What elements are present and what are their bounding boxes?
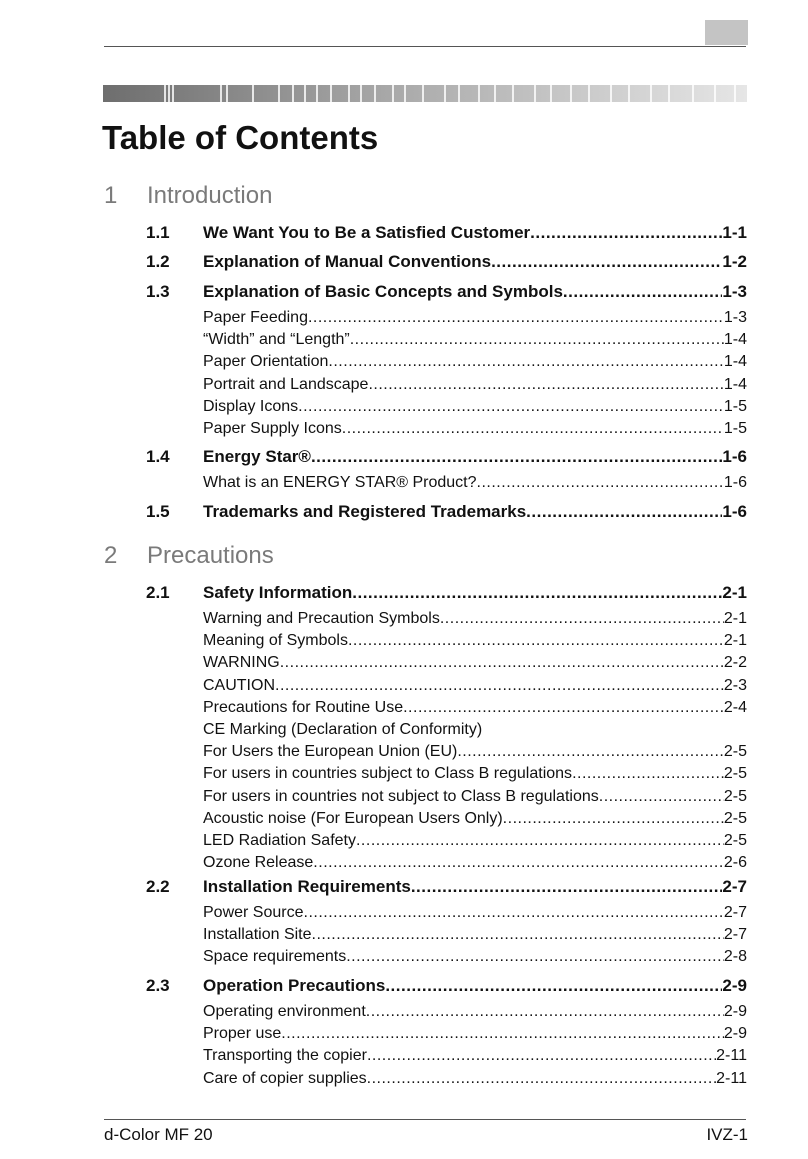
subsection-page-number: 2-6 (723, 854, 747, 872)
section-page-number: 1-6 (722, 447, 747, 466)
toc-subsection-entry[interactable] (146, 808, 747, 829)
section-title: Energy Star® (203, 447, 311, 466)
toc-subsection-entry[interactable] (146, 418, 747, 439)
section-page-number: 1-6 (722, 502, 747, 521)
toc-subsection-entry[interactable] (146, 697, 747, 718)
subsection-title: Display Icons (203, 397, 299, 415)
subsection-title: “Width” and “Length” (203, 331, 350, 349)
dot-leader (503, 808, 724, 829)
footer-product: d-Color MF 20 (104, 1125, 213, 1144)
toc-subsection-entry[interactable] (146, 719, 747, 740)
toc-subsection-entry[interactable] (146, 472, 747, 493)
subsection-page-number: 2-2 (723, 654, 747, 672)
toc-subsection-entry[interactable] (146, 946, 747, 967)
subsection-page-number: 2-5 (723, 809, 747, 827)
subsection-title: Paper Orientation (203, 353, 329, 371)
subsection-title: CE Marking (Declaration of Conformity) (203, 721, 483, 738)
subsection-page-number: 2-5 (723, 787, 747, 805)
section-number: 1.5 (146, 502, 170, 521)
subsection-page-number: 2-3 (723, 676, 747, 694)
subsection-title: For users in countries subject to Class B regulations (203, 765, 573, 783)
subsection-page-number: 2-11 (716, 1047, 747, 1065)
subsection-page-number: 1-4 (723, 375, 747, 393)
chapter-number: 1 (104, 182, 118, 209)
section-title: Installation Requirements (203, 877, 411, 896)
dot-leader (403, 697, 724, 718)
dot-leader (563, 281, 723, 303)
subsection-page-number: 2-7 (723, 904, 747, 921)
toc-section-entry[interactable] (146, 446, 747, 468)
toc-section-entry[interactable] (146, 501, 747, 523)
toc-subsection-entry[interactable] (146, 329, 747, 350)
dot-leader (367, 1045, 716, 1066)
dot-leader (346, 946, 724, 967)
toc-section-entry[interactable] (146, 281, 747, 303)
subsection-title: Paper Supply Icons (203, 420, 342, 437)
page-title: Table of Contents (102, 119, 379, 156)
toc-subsection-entry[interactable] (146, 1045, 747, 1066)
dot-leader (352, 582, 722, 604)
subsection-title: Paper Feeding (203, 309, 308, 326)
section-number: 1.3 (146, 282, 170, 301)
dot-leader (328, 351, 723, 372)
section-number: 2.3 (146, 976, 170, 995)
dot-leader (313, 852, 724, 873)
section-page-number: 1-3 (722, 282, 747, 301)
subsection-title: Operating environment (203, 1003, 366, 1020)
subsection-title: WARNING (203, 654, 280, 672)
toc-subsection-entry[interactable] (146, 630, 747, 651)
toc-subsection-entry[interactable] (146, 830, 747, 851)
section-page-number: 1-2 (722, 252, 747, 271)
subsection-title: What is an ENERGY STAR® Product? (203, 474, 477, 491)
dot-leader (275, 675, 724, 696)
section-page-number: 2-1 (722, 583, 747, 602)
toc-subsection-entry[interactable] (146, 396, 747, 417)
toc-section-entry[interactable] (146, 876, 747, 898)
subsection-title: For Users the European Union (EU) (203, 743, 458, 761)
dot-leader (457, 741, 724, 762)
dot-leader (298, 396, 724, 417)
toc-subsection-entry[interactable] (146, 351, 747, 372)
toc-section-entry[interactable] (146, 222, 747, 244)
subsection-page-number: 2-8 (723, 948, 747, 966)
subsection-title: For users in countries not subject to Class B regulations (203, 787, 599, 805)
subsection-page-number: 1-5 (723, 420, 747, 437)
dot-leader (280, 652, 724, 673)
subsection-title: Space requirements (203, 948, 347, 966)
chapter-title: Introduction (147, 182, 273, 209)
section-number: 1.1 (146, 223, 170, 242)
subsection-page-number: 1-6 (723, 474, 747, 491)
toc-section-entry[interactable] (146, 582, 747, 604)
toc-subsection-entry[interactable] (146, 652, 747, 673)
footer-page-number: IVZ-1 (706, 1125, 748, 1144)
dot-leader (385, 975, 722, 997)
toc-subsection-entry[interactable] (146, 675, 747, 696)
section-page-number: 2-7 (722, 877, 747, 896)
section-title: Explanation of Manual Conventions (203, 252, 492, 271)
header-rule (104, 46, 746, 47)
dot-leader (599, 786, 724, 807)
toc-subsection-entry[interactable] (146, 763, 747, 784)
subsection-page-number: 2-1 (723, 632, 747, 650)
dot-leader (477, 472, 724, 493)
toc-subsection-entry[interactable] (146, 307, 747, 328)
dot-leader (368, 374, 723, 395)
subsection-page-number: 2-5 (723, 765, 747, 783)
subsection-page-number: 1-4 (723, 331, 747, 349)
toc-section-entry[interactable] (146, 975, 747, 997)
subsection-page-number: 2-5 (723, 832, 747, 849)
dot-leader (342, 418, 724, 439)
subsection-page-number: 2-7 (723, 926, 747, 944)
toc-subsection-entry[interactable] (146, 1001, 747, 1022)
toc-subsection-entry[interactable] (146, 608, 747, 629)
subsection-title: Portrait and Landscape (203, 375, 369, 393)
dot-leader (572, 763, 724, 784)
section-title: Operation Precautions (203, 976, 386, 995)
section-number: 1.2 (146, 252, 170, 271)
toc-subsection-entry[interactable] (146, 786, 747, 807)
dot-leader (308, 307, 724, 328)
section-title: We Want You to Be a Satisfied Customer (203, 223, 531, 242)
gradient-band (103, 85, 747, 102)
dot-leader (367, 1068, 717, 1089)
toc-subsection-entry[interactable] (146, 741, 747, 762)
subsection-page-number: 2-4 (723, 698, 747, 716)
dot-leader (530, 222, 722, 244)
subsection-title: Warning and Precaution Symbols (203, 610, 440, 627)
subsection-page-number: 1-5 (723, 397, 747, 415)
section-page-number: 2-9 (722, 976, 747, 995)
toc-subsection-entry[interactable] (146, 374, 747, 395)
subsection-page-number: 2-9 (723, 1025, 747, 1043)
dot-leader (311, 446, 722, 468)
chapter-title: Precautions (147, 542, 274, 569)
section-page-number: 1-1 (722, 223, 747, 242)
dot-leader (526, 501, 722, 523)
toc-section-entry[interactable] (146, 251, 747, 273)
subsection-title: Acoustic noise (For European Users Only) (203, 809, 503, 827)
dot-leader (350, 329, 724, 350)
dot-leader (304, 902, 724, 923)
dot-leader (440, 608, 724, 629)
subsection-title: Transporting the copier (203, 1047, 367, 1065)
dot-leader (366, 1001, 724, 1022)
dot-leader (281, 1023, 724, 1044)
subsection-title: Care of copier supplies (203, 1069, 367, 1087)
subsection-title: Installation Site (203, 926, 312, 944)
dot-leader (348, 630, 724, 651)
subsection-title: CAUTION (203, 676, 275, 694)
section-number: 2.2 (146, 877, 170, 896)
subsection-page-number: 2-5 (723, 743, 747, 761)
toc-subsection-entry[interactable] (146, 852, 747, 873)
chapter-number: 2 (104, 542, 118, 569)
section-title: Safety Information (203, 583, 353, 602)
section-title: Explanation of Basic Concepts and Symbols (203, 282, 563, 301)
subsection-page-number: 2-9 (723, 1003, 747, 1020)
dot-leader (312, 924, 724, 945)
band-graphic (103, 85, 747, 102)
subsection-title: Proper use (203, 1025, 282, 1043)
dot-leader (356, 830, 724, 851)
section-title: Trademarks and Registered Trademarks (203, 502, 527, 521)
subsection-page-number: 2-1 (723, 610, 747, 627)
footer-rule (104, 1119, 746, 1120)
subsection-title: Meaning of Symbols (203, 632, 348, 650)
subsection-title: Ozone Release (203, 854, 314, 872)
subsection-title: LED Radiation Safety (203, 832, 356, 849)
section-number: 2.1 (146, 583, 170, 602)
subsection-page-number: 1-4 (723, 353, 747, 371)
section-number: 1.4 (146, 447, 170, 466)
dot-leader (411, 876, 723, 898)
subsection-page-number: 2-11 (716, 1069, 747, 1087)
toc-subsection-entry[interactable] (146, 924, 747, 945)
subsection-title: Precautions for Routine Use (203, 698, 404, 716)
subsection-title: Power Source (203, 904, 304, 921)
toc-subsection-entry[interactable] (146, 1023, 747, 1044)
subsection-page-number: 1-3 (723, 309, 747, 326)
toc-subsection-entry[interactable] (146, 1068, 747, 1089)
corner-tab (705, 20, 748, 45)
toc-subsection-entry[interactable] (146, 902, 747, 923)
dot-leader (491, 251, 722, 273)
